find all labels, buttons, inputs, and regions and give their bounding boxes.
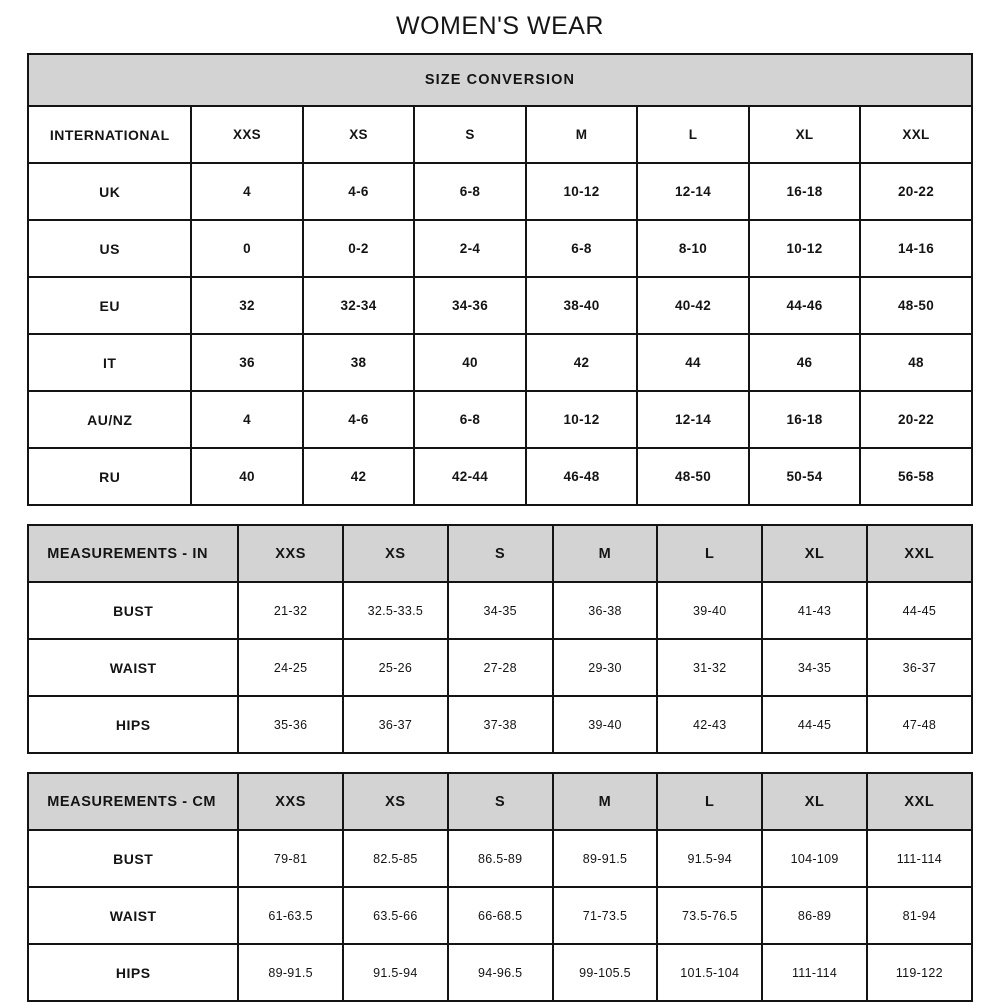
cell-value: 0	[191, 220, 303, 277]
column-header-xxs: XXS	[191, 106, 303, 163]
cell-value: 31-32	[657, 639, 762, 696]
row-label: WAIST	[28, 887, 238, 944]
row-label: US	[28, 220, 191, 277]
cell-value: 91.5-94	[657, 830, 762, 887]
cell-value: 42	[526, 334, 638, 391]
cell-value: 104-109	[762, 830, 867, 887]
cell-value: 34-35	[762, 639, 867, 696]
table-row	[28, 391, 972, 448]
column-header-m: M	[553, 525, 658, 582]
row-label: IT	[28, 334, 191, 391]
cell-value: 44-45	[867, 582, 972, 639]
cell-value: 42-43	[657, 696, 762, 753]
measurements-inches-table	[27, 524, 973, 754]
cell-value: 24-25	[238, 639, 343, 696]
cell-value: 4	[191, 391, 303, 448]
table-header-row	[28, 773, 972, 830]
cell-value: 56-58	[860, 448, 972, 505]
column-header-l: L	[637, 106, 749, 163]
cell-value: 14-16	[860, 220, 972, 277]
cell-value: 36	[191, 334, 303, 391]
table-banner-row	[28, 54, 972, 106]
cell-value: 46	[749, 334, 861, 391]
column-header-xl: XL	[762, 773, 867, 830]
cell-value: 38	[303, 334, 415, 391]
cell-value: 32.5-33.5	[343, 582, 448, 639]
row-label: HIPS	[28, 944, 238, 1001]
column-header-xs: XS	[343, 525, 448, 582]
cell-value: 47-48	[867, 696, 972, 753]
table-row	[28, 639, 972, 696]
column-header-s: S	[414, 106, 526, 163]
column-header-xs: XS	[303, 106, 415, 163]
cell-value: 89-91.5	[553, 830, 658, 887]
cell-value: 34-36	[414, 277, 526, 334]
cell-value: 6-8	[414, 391, 526, 448]
table-row	[28, 334, 972, 391]
cell-value: 44-45	[762, 696, 867, 753]
page-title: WOMEN'S WEAR	[396, 12, 604, 40]
cell-value: 12-14	[637, 163, 749, 220]
cell-value: 42-44	[414, 448, 526, 505]
cell-value: 6-8	[414, 163, 526, 220]
table-row	[28, 944, 972, 1001]
cell-value: 21-32	[238, 582, 343, 639]
column-header-xl: XL	[749, 106, 861, 163]
cell-value: 25-26	[343, 639, 448, 696]
cell-value: 48	[860, 334, 972, 391]
cell-value: 119-122	[867, 944, 972, 1001]
cell-value: 91.5-94	[343, 944, 448, 1001]
row-label: EU	[28, 277, 191, 334]
column-header-measurements-cm: MEASUREMENTS - CM	[28, 773, 238, 830]
cell-value: 50-54	[749, 448, 861, 505]
row-label: WAIST	[28, 639, 238, 696]
cell-value: 79-81	[238, 830, 343, 887]
column-header-xs: XS	[343, 773, 448, 830]
column-header-xxl: XXL	[860, 106, 972, 163]
cell-value: 4	[191, 163, 303, 220]
cell-value: 40	[414, 334, 526, 391]
cell-value: 61-63.5	[238, 887, 343, 944]
cell-value: 12-14	[637, 391, 749, 448]
table-row	[28, 220, 972, 277]
cell-value: 0-2	[303, 220, 415, 277]
row-label: BUST	[28, 582, 238, 639]
cell-value: 10-12	[749, 220, 861, 277]
column-header-international: INTERNATIONAL	[28, 106, 191, 163]
size-conversion-banner: SIZE CONVERSION	[28, 54, 972, 106]
cell-value: 63.5-66	[343, 887, 448, 944]
column-header-measurements-in: MEASUREMENTS - IN	[28, 525, 238, 582]
column-header-s: S	[448, 525, 553, 582]
cell-value: 89-91.5	[238, 944, 343, 1001]
cell-value: 10-12	[526, 163, 638, 220]
cell-value: 36-37	[867, 639, 972, 696]
table-row	[28, 830, 972, 887]
row-label: UK	[28, 163, 191, 220]
cell-value: 35-36	[238, 696, 343, 753]
cell-value: 101.5-104	[657, 944, 762, 1001]
cell-value: 27-28	[448, 639, 553, 696]
column-header-l: L	[657, 525, 762, 582]
cell-value: 39-40	[657, 582, 762, 639]
cell-value: 16-18	[749, 163, 861, 220]
cell-value: 20-22	[860, 391, 972, 448]
cell-value: 4-6	[303, 391, 415, 448]
column-header-s: S	[448, 773, 553, 830]
cell-value: 2-4	[414, 220, 526, 277]
cell-value: 111-114	[762, 944, 867, 1001]
cell-value: 29-30	[553, 639, 658, 696]
cell-value: 48-50	[860, 277, 972, 334]
table-row	[28, 277, 972, 334]
table-header-row	[28, 106, 972, 163]
row-label: BUST	[28, 830, 238, 887]
cell-value: 82.5-85	[343, 830, 448, 887]
column-header-xl: XL	[762, 525, 867, 582]
cell-value: 4-6	[303, 163, 415, 220]
cell-value: 99-105.5	[553, 944, 658, 1001]
cell-value: 32	[191, 277, 303, 334]
cell-value: 111-114	[867, 830, 972, 887]
column-header-xxl: XXL	[867, 773, 972, 830]
cell-value: 86.5-89	[448, 830, 553, 887]
cell-value: 86-89	[762, 887, 867, 944]
cell-value: 34-35	[448, 582, 553, 639]
cell-value: 32-34	[303, 277, 415, 334]
cell-value: 40-42	[637, 277, 749, 334]
table-row	[28, 582, 972, 639]
cell-value: 39-40	[553, 696, 658, 753]
cell-value: 16-18	[749, 391, 861, 448]
cell-value: 94-96.5	[448, 944, 553, 1001]
cell-value: 8-10	[637, 220, 749, 277]
table-header-row	[28, 525, 972, 582]
cell-value: 10-12	[526, 391, 638, 448]
cell-value: 46-48	[526, 448, 638, 505]
table-row	[28, 696, 972, 753]
column-header-xxl: XXL	[867, 525, 972, 582]
cell-value: 37-38	[448, 696, 553, 753]
measurements-cm-table	[27, 772, 973, 1002]
cell-value: 81-94	[867, 887, 972, 944]
row-label: RU	[28, 448, 191, 505]
row-label: HIPS	[28, 696, 238, 753]
cell-value: 42	[303, 448, 415, 505]
row-label: AU/NZ	[28, 391, 191, 448]
table-row	[28, 163, 972, 220]
cell-value: 44	[637, 334, 749, 391]
cell-value: 48-50	[637, 448, 749, 505]
cell-value: 44-46	[749, 277, 861, 334]
cell-value: 41-43	[762, 582, 867, 639]
size-conversion-table	[27, 53, 973, 506]
table-row	[28, 448, 972, 505]
cell-value: 40	[191, 448, 303, 505]
column-header-l: L	[657, 773, 762, 830]
column-header-xxs: XXS	[238, 773, 343, 830]
cell-value: 71-73.5	[553, 887, 658, 944]
cell-value: 6-8	[526, 220, 638, 277]
cell-value: 66-68.5	[448, 887, 553, 944]
column-header-m: M	[526, 106, 638, 163]
cell-value: 36-37	[343, 696, 448, 753]
cell-value: 36-38	[553, 582, 658, 639]
column-header-xxs: XXS	[238, 525, 343, 582]
table-row	[28, 887, 972, 944]
cell-value: 38-40	[526, 277, 638, 334]
column-header-m: M	[553, 773, 658, 830]
cell-value: 20-22	[860, 163, 972, 220]
cell-value: 73.5-76.5	[657, 887, 762, 944]
